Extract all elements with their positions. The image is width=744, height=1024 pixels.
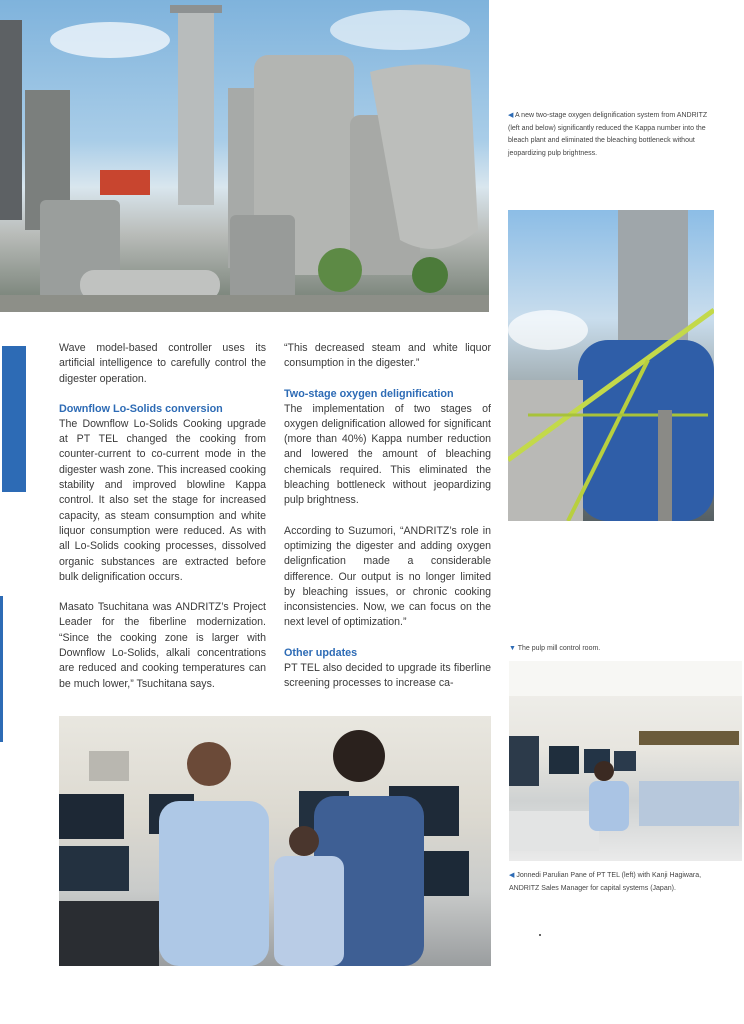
accent-bar-edge xyxy=(0,596,3,742)
people-photo xyxy=(59,716,491,966)
paragraph: According to Suzumori, “ANDRITZ’s role in optimizing the digester and adding oxygen delignfication made a considerable difference. Our output is no longer limited by bleaching issues, or chronic cooking inconsistencies. Now, we can focus on the next level of optimization.” xyxy=(284,524,491,629)
plant-photo xyxy=(0,0,489,312)
control-room-illustration xyxy=(509,661,742,861)
paragraph: “This decreased steam and white liquor consumption in the digester.” xyxy=(284,342,491,370)
accent-bar-left xyxy=(2,346,26,492)
tower-photo xyxy=(508,210,714,521)
caption-control-room xyxy=(509,643,729,656)
down-arrow-icon: ▼ xyxy=(509,645,516,652)
people-illustration xyxy=(59,716,491,966)
article-column-middle xyxy=(284,341,491,706)
decorative-dot xyxy=(539,934,541,936)
left-arrow-icon: ◀ xyxy=(509,872,515,879)
control-room-photo xyxy=(509,661,742,861)
section-heading: Two-stage oxygen delignification xyxy=(284,387,454,400)
paragraph: The Downflow Lo-Solids Cooking upgrade at PT TEL changed the cooking from counter-current to co-current mode in the digester wash zone. This increased cooking stability and improved blowline Kappa control. It also set the stage for increased capacity, as steam consumption and white liquor consumption were reduced. As with all Lo-Solids cooking processes, dissolved organic substances are extracted before bulk delignification occurs. xyxy=(59,417,266,583)
caption-people xyxy=(509,870,714,895)
paragraph: Wave model-based controller uses its artificial intelligence to carefully control the digester operation. xyxy=(59,342,266,385)
tower-illustration xyxy=(508,210,714,521)
paragraph: Masato Tsuchitana was ANDRITZ’s Project Leader for the fiberline modernization. “Since the cooking zone is larger with Downflow Lo-Solids, alkali concentrations are reduced and cooking temperatures can be much lower,” Tsuchitana says. xyxy=(59,601,266,690)
caption-text: The pulp mill control room. xyxy=(517,645,601,652)
section-heading: Other updates xyxy=(284,646,358,659)
left-arrow-icon: ◀ xyxy=(508,112,514,119)
caption-text: A new two-stage oxygen delignification system from ANDRITZ (left and below) significantly reduced the Kappa number into the bleach plant and eliminated the bleaching bottleneck without jeopardizing pulp brightness. xyxy=(508,112,708,157)
article-column-left xyxy=(59,341,266,707)
caption-text: Jonnedi Parulian Pane of PT TEL (left) with Kanji Hagiwara, ANDRITZ Sales Manager for capital systems (Japan). xyxy=(509,872,702,892)
section-heading: Downflow Lo-Solids conversion xyxy=(59,402,223,415)
plant-illustration xyxy=(0,0,489,312)
caption-oxygen-system xyxy=(508,110,713,160)
paragraph: The implementation of two stages of oxygen delignification allowed for significant (more than 40%) Kappa number reduction and lowered the amount of bleaching chemicals required. This eliminated the bleaching bottleneck without jeopardizing pulp brightness. xyxy=(284,402,491,507)
paragraph: PT TEL also decided to upgrade its fiberline screening processes to increase ca- xyxy=(284,661,491,690)
